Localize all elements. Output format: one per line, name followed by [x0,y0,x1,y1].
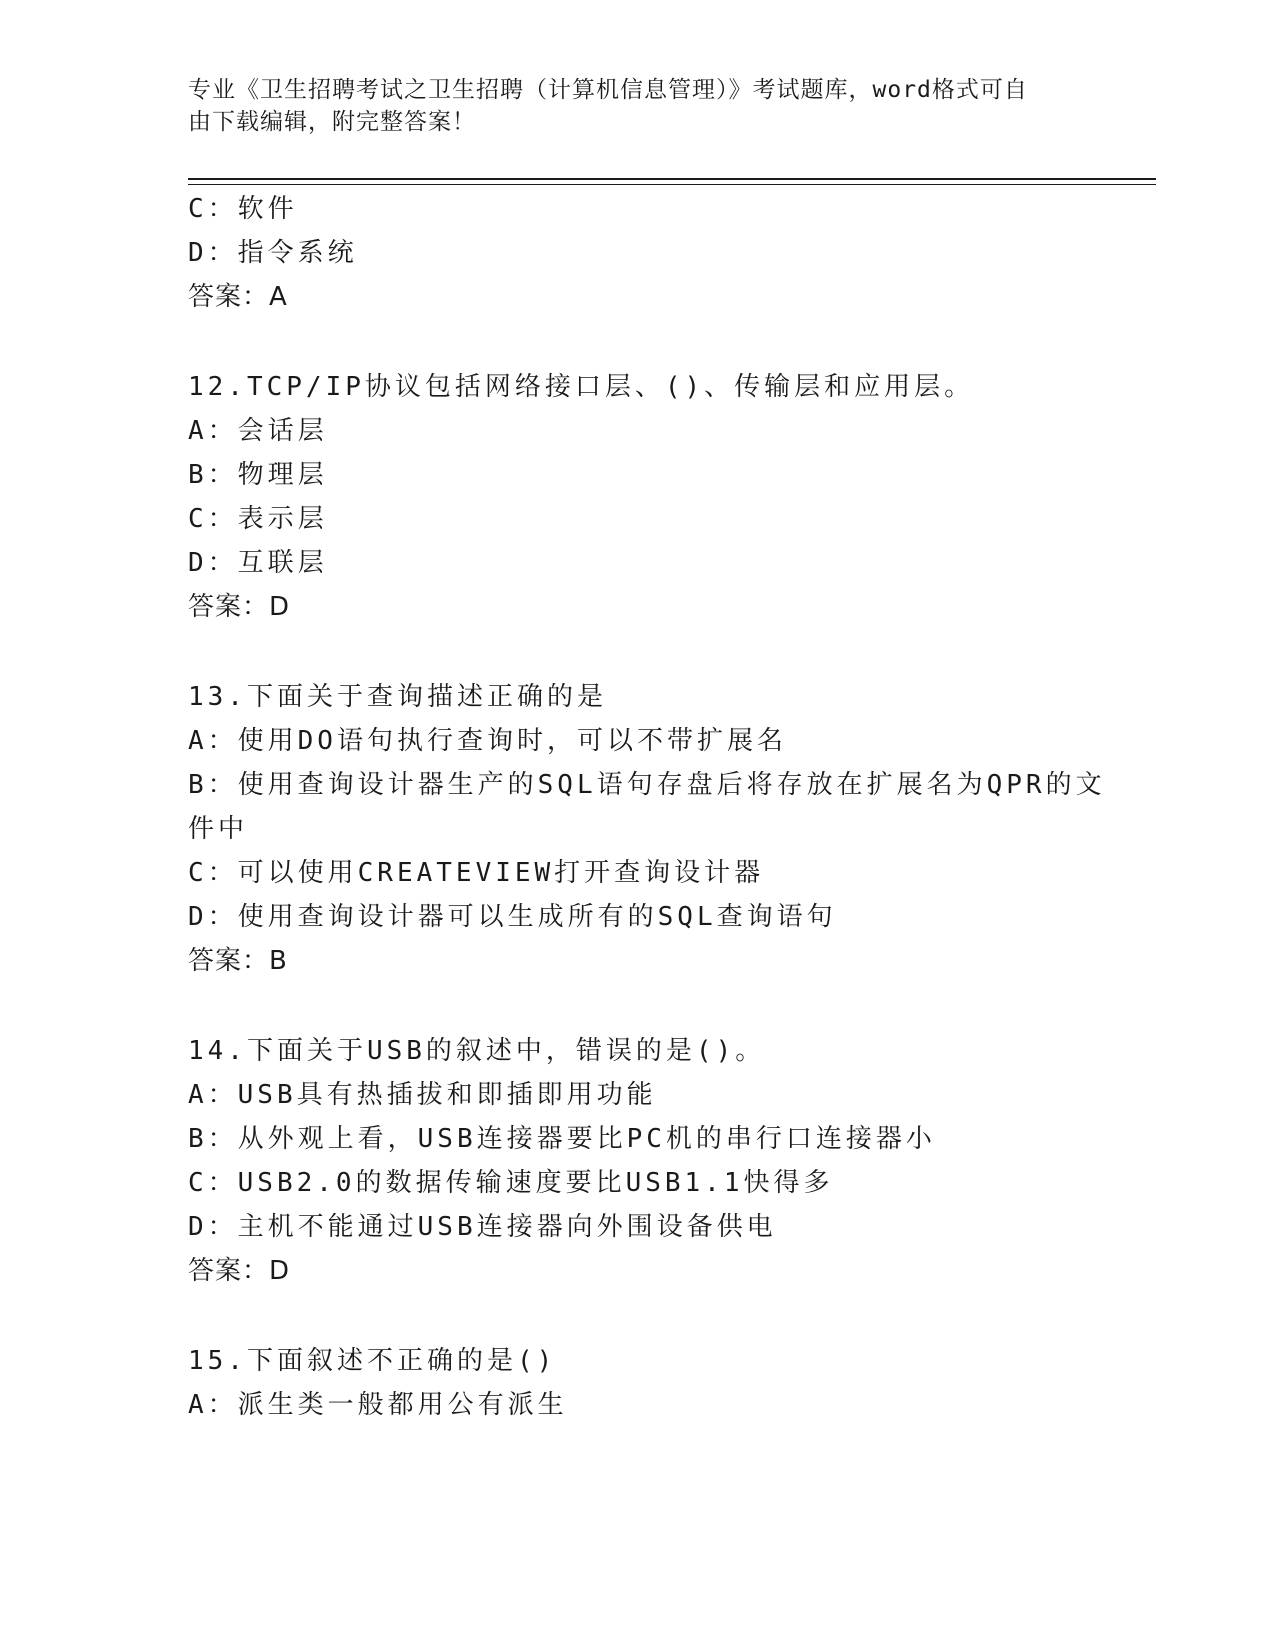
q12-option-d: D：互联层 [188,548,328,578]
q14-option-d: D：主机不能通过USB连接器向外围设备供电 [188,1212,777,1242]
q12-option-b: B：物理层 [188,460,328,490]
header-divider-thin [188,184,1156,185]
q11-option-c: C：软件 [188,194,298,224]
q12-option-a: A：会话层 [188,416,328,446]
document-header [188,74,1068,138]
q14-option-b: B：从外观上看，USB连接器要比PC机的串行口连接器小 [188,1124,936,1154]
q15-stem: 15.下面叙述不正确的是() [188,1346,557,1376]
q14-stem: 14.下面关于USB的叙述中，错误的是()。 [188,1036,766,1066]
q13-option-d: D：使用查询设计器可以生成所有的SQL查询语句 [188,902,837,932]
q13-option-a: A：使用DO语句执行查询时，可以不带扩展名 [188,726,787,756]
q11-answer: 答案：A [188,282,288,312]
q12-stem: 12.TCP/IP协议包括网络接口层、()、传输层和应用层。 [188,372,975,402]
q14-option-a: A：USB具有热插拔和即插即用功能 [188,1080,657,1110]
q14-answer: 答案：D [188,1256,291,1286]
header-divider-thick [188,178,1156,180]
q13-answer: 答案：B [188,946,288,976]
q14-option-c: C：USB2.0的数据传输速度要比USB1.1快得多 [188,1168,834,1198]
q13-option-b: B：使用查询设计器生产的SQL语句存盘后将存放在扩展名为QPR的文 [188,770,1106,800]
header-line-1: 专业《卫生招聘考试之卫生招聘（计算机信息管理）》考试题库，word格式可自 [188,77,1028,103]
q13-option-c: C：可以使用CREATEVIEW打开查询设计器 [188,858,765,888]
q12-answer: 答案：D [188,592,291,622]
q13-option-b-continued: 件中 [188,814,249,844]
q11-option-d: D：指令系统 [188,238,358,268]
q13-stem: 13.下面关于查询描述正确的是 [188,682,607,712]
header-line-2: 由下载编辑，附完整答案！ [188,109,476,135]
q12-option-c: C：表示层 [188,504,328,534]
q15-option-a: A：派生类一般都用公有派生 [188,1390,568,1420]
